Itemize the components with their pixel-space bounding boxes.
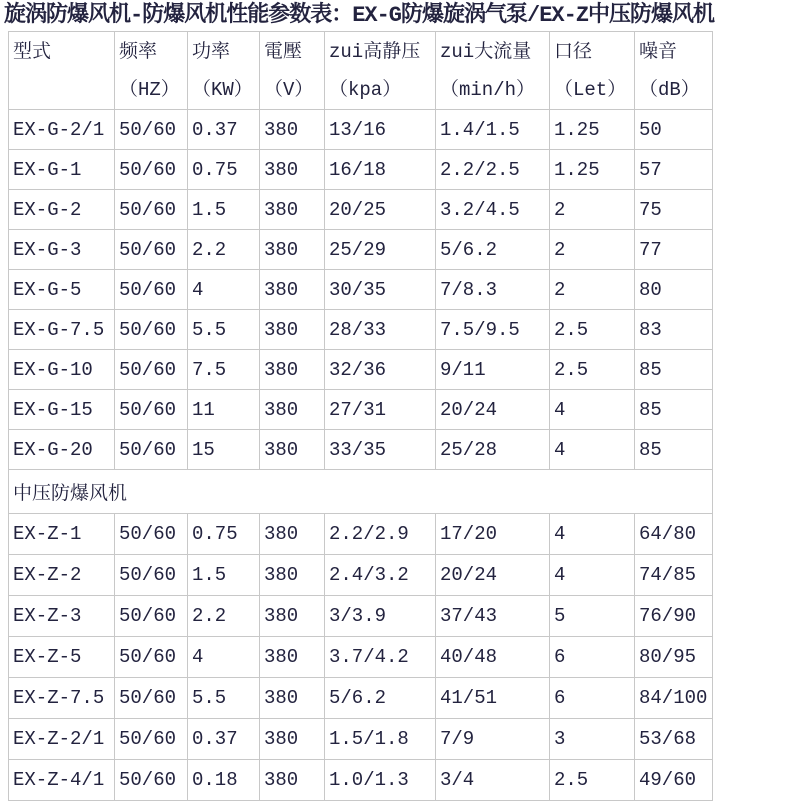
cell: 0.75 [188, 150, 260, 190]
column-header-label: 口径 [554, 41, 593, 63]
column-header-unit: （kpa） [329, 79, 402, 101]
cell: 0.18 [188, 760, 260, 801]
model-cell: EX-Z-5 [9, 637, 115, 678]
cell: 25/28 [436, 430, 550, 470]
cell: 30/35 [325, 270, 436, 310]
cell: 80 [635, 270, 713, 310]
table-row [9, 150, 713, 190]
cell: 7/8.3 [436, 270, 550, 310]
cell: 50/60 [115, 350, 188, 390]
model-cell: EX-G-5 [9, 270, 115, 310]
cell: 380 [260, 678, 325, 719]
cell: 5/6.2 [325, 678, 436, 719]
cell: 380 [260, 190, 325, 230]
cell: 2 [550, 230, 635, 270]
table-row [9, 430, 713, 470]
cell: 3/4 [436, 760, 550, 801]
cell: 2.5 [550, 760, 635, 801]
model-cell: EX-G-10 [9, 350, 115, 390]
cell: 1.5/1.8 [325, 719, 436, 760]
cell: 5.5 [188, 678, 260, 719]
cell: 3 [550, 719, 635, 760]
cell: 75 [635, 190, 713, 230]
column-header-label: zui大流量 [440, 41, 532, 63]
cell: 0.75 [188, 514, 260, 555]
model-cell: EX-Z-2 [9, 555, 115, 596]
cell: 20/24 [436, 555, 550, 596]
model-cell: EX-G-1 [9, 150, 115, 190]
cell: 16/18 [325, 150, 436, 190]
cell: 50/60 [115, 390, 188, 430]
cell: 1.0/1.3 [325, 760, 436, 801]
column-header-label: zui高静压 [329, 41, 421, 63]
cell: 74/85 [635, 555, 713, 596]
model-cell: EX-G-3 [9, 230, 115, 270]
cell: 50/60 [115, 110, 188, 150]
cell: 380 [260, 390, 325, 430]
table-row [9, 596, 713, 637]
cell: 80/95 [635, 637, 713, 678]
cell: 4 [188, 270, 260, 310]
model-cell: EX-G-15 [9, 390, 115, 430]
cell: 2 [550, 270, 635, 310]
cell: 380 [260, 230, 325, 270]
cell: 4 [188, 637, 260, 678]
cell: 77 [635, 230, 713, 270]
cell: 15 [188, 430, 260, 470]
cell: 7.5 [188, 350, 260, 390]
cell: 41/51 [436, 678, 550, 719]
column-header-unit: （HZ） [119, 79, 180, 101]
cell: 50/60 [115, 150, 188, 190]
cell: 2.5 [550, 350, 635, 390]
cell: 1.25 [550, 150, 635, 190]
model-cell: EX-G-2 [9, 190, 115, 230]
cell: 50/60 [115, 760, 188, 801]
table-row [9, 514, 713, 555]
column-header [9, 32, 115, 110]
cell: 5 [550, 596, 635, 637]
column-header [260, 32, 325, 110]
section-row [9, 470, 713, 514]
cell: 85 [635, 390, 713, 430]
column-header-unit: （Let） [554, 79, 627, 101]
cell: 50/60 [115, 719, 188, 760]
cell: 83 [635, 310, 713, 350]
section-label: 中压防爆风机 [9, 470, 713, 514]
column-header-unit: （dB） [639, 79, 700, 101]
cell: 380 [260, 350, 325, 390]
cell: 85 [635, 430, 713, 470]
cell: 20/24 [436, 390, 550, 430]
cell: 50/60 [115, 514, 188, 555]
column-header-unit: （min/h） [440, 79, 536, 101]
cell: 380 [260, 310, 325, 350]
cell: 2.2/2.5 [436, 150, 550, 190]
cell: 4 [550, 430, 635, 470]
cell: 84/100 [635, 678, 713, 719]
cell: 50/60 [115, 555, 188, 596]
table-row [9, 390, 713, 430]
cell: 50/60 [115, 310, 188, 350]
cell: 380 [260, 514, 325, 555]
cell: 20/25 [325, 190, 436, 230]
cell: 50/60 [115, 430, 188, 470]
cell: 1.25 [550, 110, 635, 150]
cell: 50/60 [115, 230, 188, 270]
table-row [9, 110, 713, 150]
cell: 9/11 [436, 350, 550, 390]
column-header [115, 32, 188, 110]
cell: 380 [260, 150, 325, 190]
column-header-unit: （V） [264, 79, 314, 101]
cell: 3.2/4.5 [436, 190, 550, 230]
cell: 50 [635, 110, 713, 150]
cell: 85 [635, 350, 713, 390]
cell: 7/9 [436, 719, 550, 760]
column-header-unit: （KW） [192, 79, 253, 101]
column-header-label: 噪音 [639, 41, 678, 63]
cell: 3/3.9 [325, 596, 436, 637]
column-header [550, 32, 635, 110]
cell: 1.5 [188, 190, 260, 230]
cell: 3.7/4.2 [325, 637, 436, 678]
cell: 2.2 [188, 230, 260, 270]
cell: 37/43 [436, 596, 550, 637]
cell: 53/68 [635, 719, 713, 760]
model-cell: EX-G-7.5 [9, 310, 115, 350]
table-row [9, 350, 713, 390]
cell: 380 [260, 270, 325, 310]
cell: 13/16 [325, 110, 436, 150]
cell: 25/29 [325, 230, 436, 270]
cell: 0.37 [188, 110, 260, 150]
column-header-label: 频率 [119, 41, 158, 63]
cell: 0.37 [188, 719, 260, 760]
cell: 50/60 [115, 596, 188, 637]
cell: 1.5 [188, 555, 260, 596]
cell: 33/35 [325, 430, 436, 470]
model-cell: EX-Z-2/1 [9, 719, 115, 760]
column-header [436, 32, 550, 110]
cell: 380 [260, 637, 325, 678]
table-row [9, 719, 713, 760]
table-row [9, 270, 713, 310]
cell: 32/36 [325, 350, 436, 390]
column-header-label: 電壓 [264, 41, 303, 63]
fan-performance-table [8, 31, 713, 801]
table-row [9, 310, 713, 350]
cell: 27/31 [325, 390, 436, 430]
column-header-label: 型式 [13, 41, 52, 63]
cell: 57 [635, 150, 713, 190]
model-cell: EX-Z-3 [9, 596, 115, 637]
cell: 17/20 [436, 514, 550, 555]
cell: 6 [550, 637, 635, 678]
column-header [188, 32, 260, 110]
model-cell: EX-G-2/1 [9, 110, 115, 150]
cell: 380 [260, 430, 325, 470]
cell: 2 [550, 190, 635, 230]
cell: 380 [260, 760, 325, 801]
table-row [9, 190, 713, 230]
cell: 50/60 [115, 637, 188, 678]
cell: 4 [550, 555, 635, 596]
cell: 2.5 [550, 310, 635, 350]
table-row [9, 637, 713, 678]
cell: 380 [260, 596, 325, 637]
cell: 2.2/2.9 [325, 514, 436, 555]
cell: 50/60 [115, 190, 188, 230]
cell: 4 [550, 390, 635, 430]
cell: 76/90 [635, 596, 713, 637]
cell: 7.5/9.5 [436, 310, 550, 350]
cell: 6 [550, 678, 635, 719]
table-row [9, 678, 713, 719]
header-row [9, 32, 713, 110]
column-header-label: 功率 [192, 41, 231, 63]
cell: 11 [188, 390, 260, 430]
cell: 50/60 [115, 678, 188, 719]
cell: 49/60 [635, 760, 713, 801]
cell: 1.4/1.5 [436, 110, 550, 150]
column-header [325, 32, 436, 110]
model-cell: EX-Z-4/1 [9, 760, 115, 801]
cell: 380 [260, 719, 325, 760]
model-cell: EX-Z-7.5 [9, 678, 115, 719]
table-row [9, 230, 713, 270]
table-body [9, 110, 713, 801]
table-head [9, 32, 713, 110]
cell: 380 [260, 110, 325, 150]
model-cell: EX-G-20 [9, 430, 115, 470]
cell: 5.5 [188, 310, 260, 350]
cell: 2.4/3.2 [325, 555, 436, 596]
cell: 64/80 [635, 514, 713, 555]
cell: 4 [550, 514, 635, 555]
page-title: 旋涡防爆风机-防爆风机性能参数表：EX-G防爆旋涡气泵/EX-Z中压防爆风机 [4, 3, 715, 28]
table-row [9, 555, 713, 596]
cell: 5/6.2 [436, 230, 550, 270]
column-header [635, 32, 713, 110]
cell: 50/60 [115, 270, 188, 310]
cell: 380 [260, 555, 325, 596]
cell: 2.2 [188, 596, 260, 637]
cell: 28/33 [325, 310, 436, 350]
model-cell: EX-Z-1 [9, 514, 115, 555]
table-row [9, 760, 713, 801]
cell: 40/48 [436, 637, 550, 678]
